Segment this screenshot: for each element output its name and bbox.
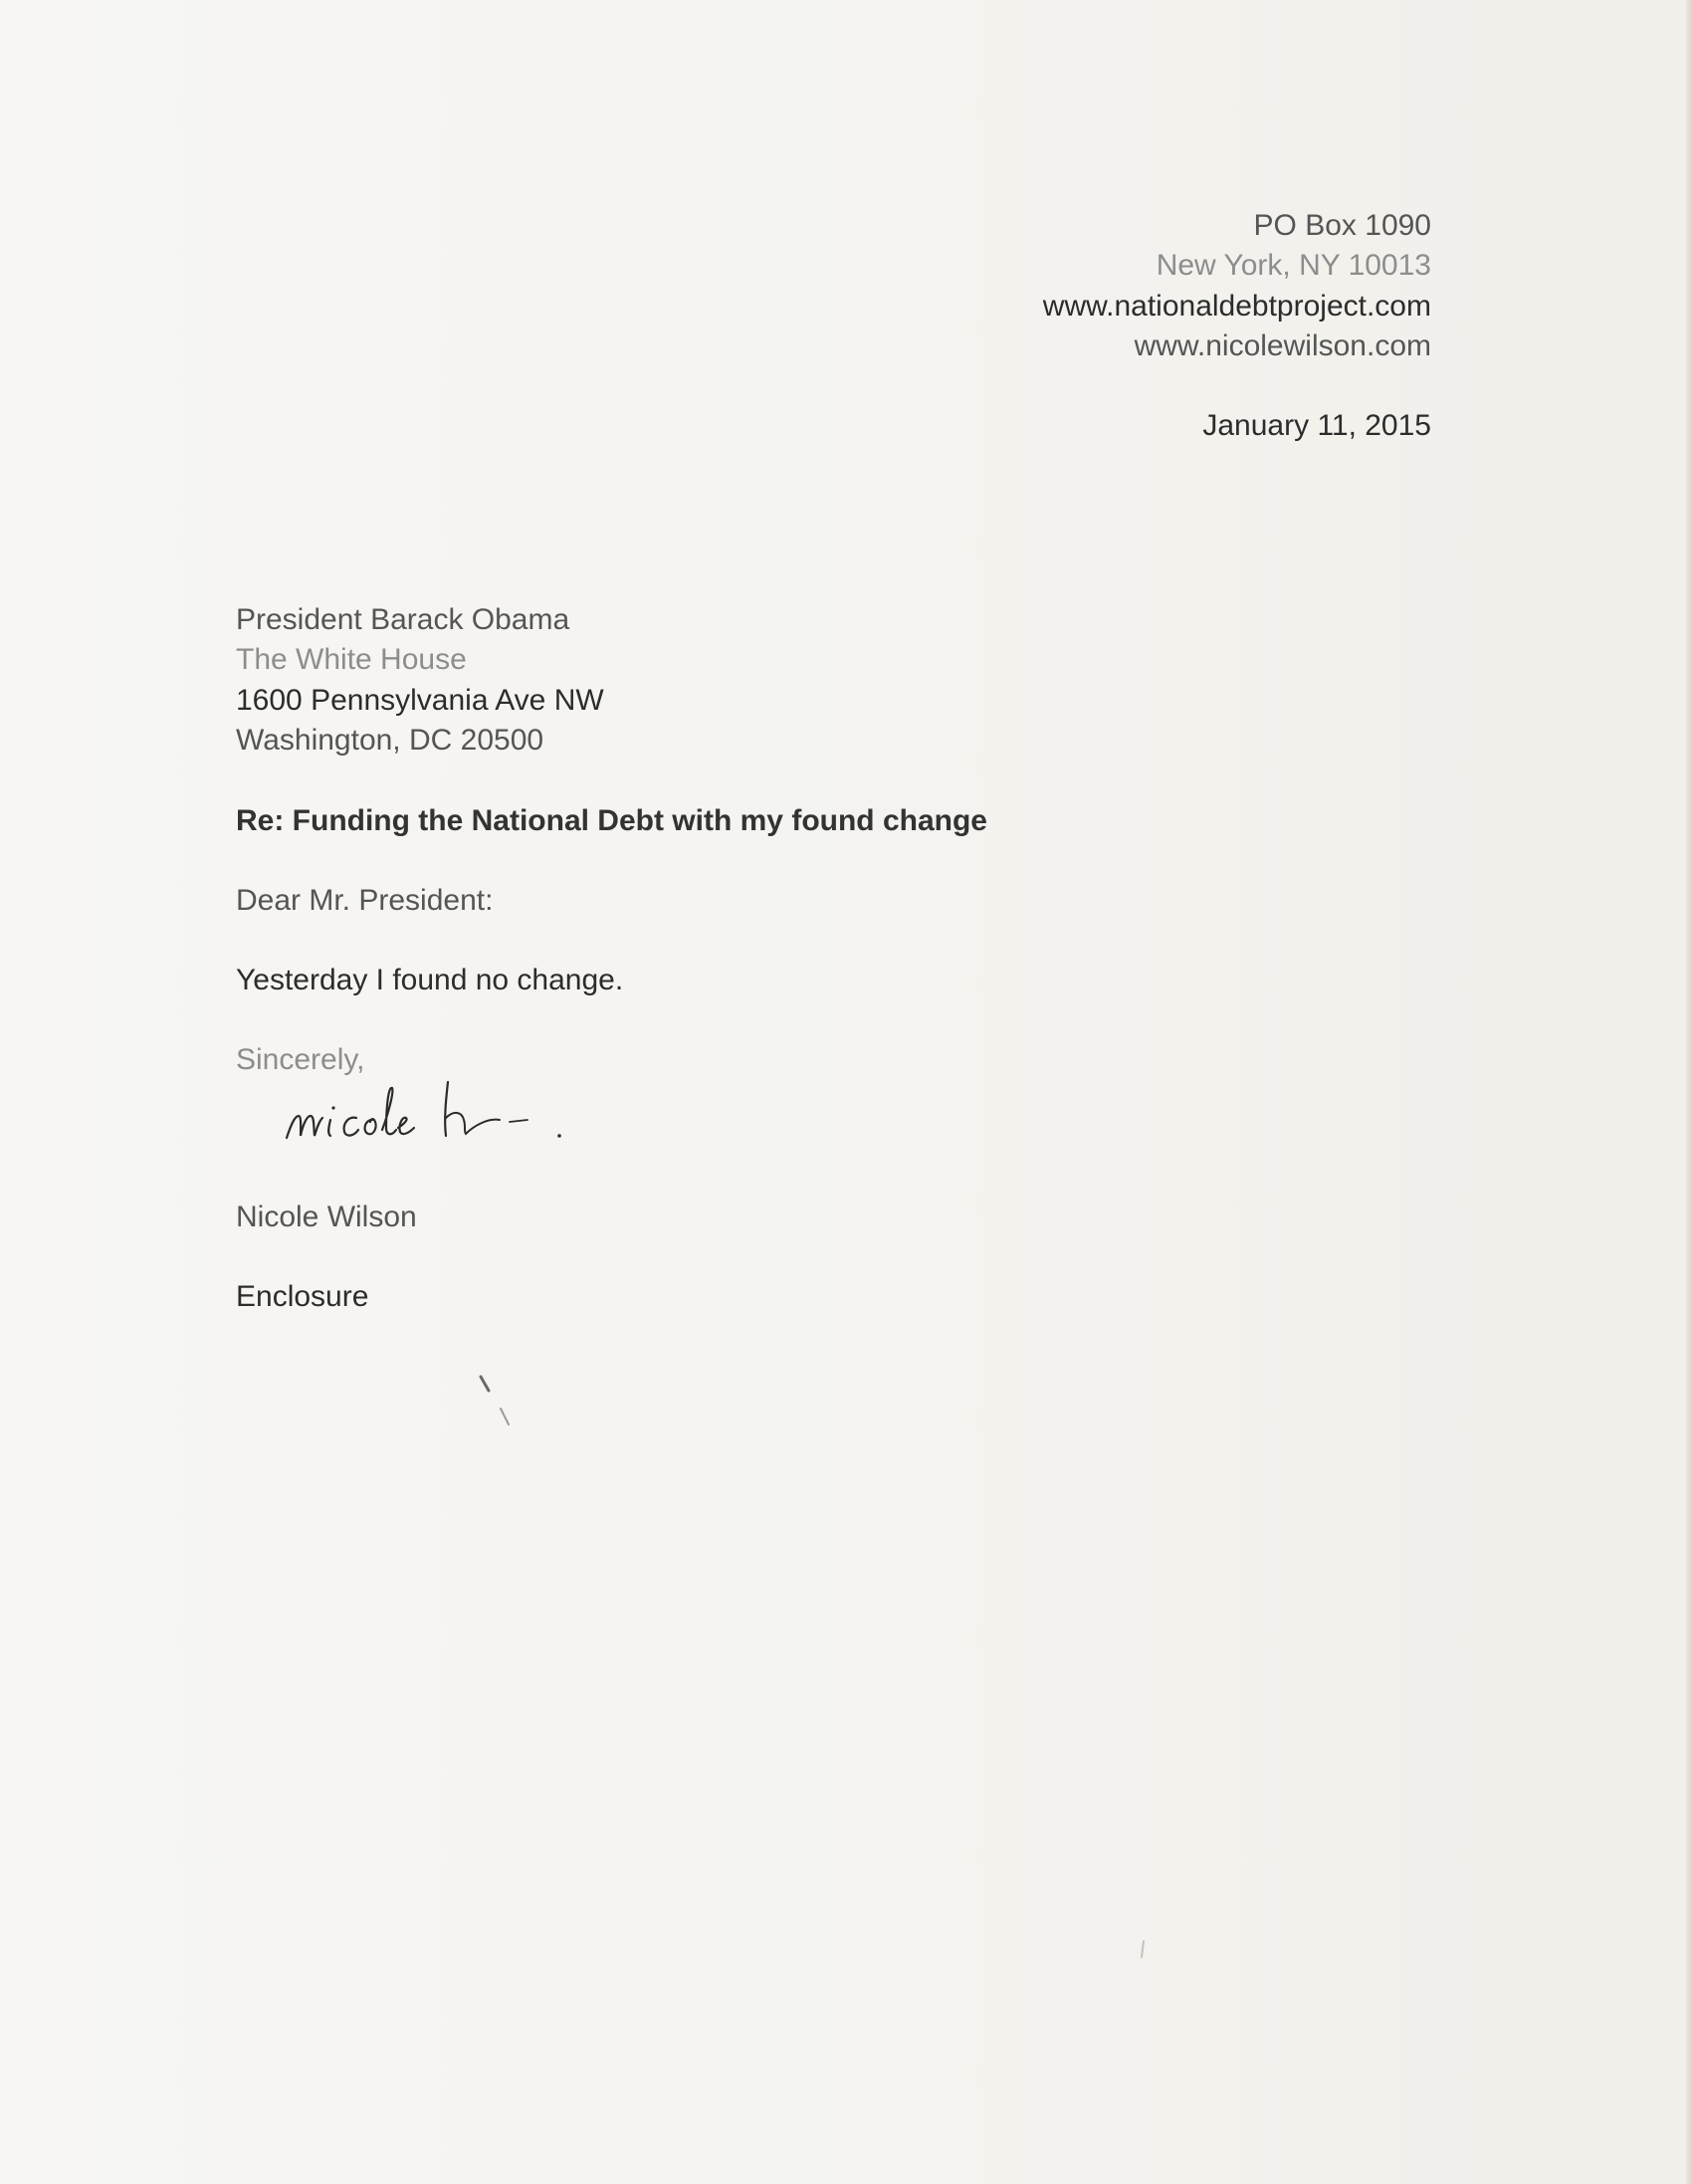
scan-mark xyxy=(473,1369,532,1428)
recipient-city-line: Washington, DC 20500 xyxy=(236,724,544,757)
closing: Sincerely, xyxy=(236,1043,365,1076)
recipient-org: The White House xyxy=(236,643,467,676)
enclosure-note: Enclosure xyxy=(236,1280,369,1313)
sender-city-line: New York, NY 10013 xyxy=(1156,249,1431,282)
sender-website-national-debt: www.nationaldebtproject.com xyxy=(1042,290,1431,323)
page-edge xyxy=(1686,0,1692,2184)
signer-name: Nicole Wilson xyxy=(236,1201,417,1233)
letter-date: January 11, 2015 xyxy=(1202,409,1431,442)
salutation: Dear Mr. President: xyxy=(236,884,494,917)
sender-po-box: PO Box 1090 xyxy=(1253,209,1431,242)
scan-mark-small xyxy=(1130,1931,1189,1991)
letter-body: Yesterday I found no change. xyxy=(236,964,624,996)
handwritten-signature xyxy=(279,1070,677,1160)
subject-line: Re: Funding the National Debt with my found change xyxy=(236,804,987,837)
recipient-street: 1600 Pennsylvania Ave NW xyxy=(236,684,604,717)
recipient-name: President Barack Obama xyxy=(236,603,570,636)
sender-website-personal: www.nicolewilson.com xyxy=(1134,329,1431,362)
